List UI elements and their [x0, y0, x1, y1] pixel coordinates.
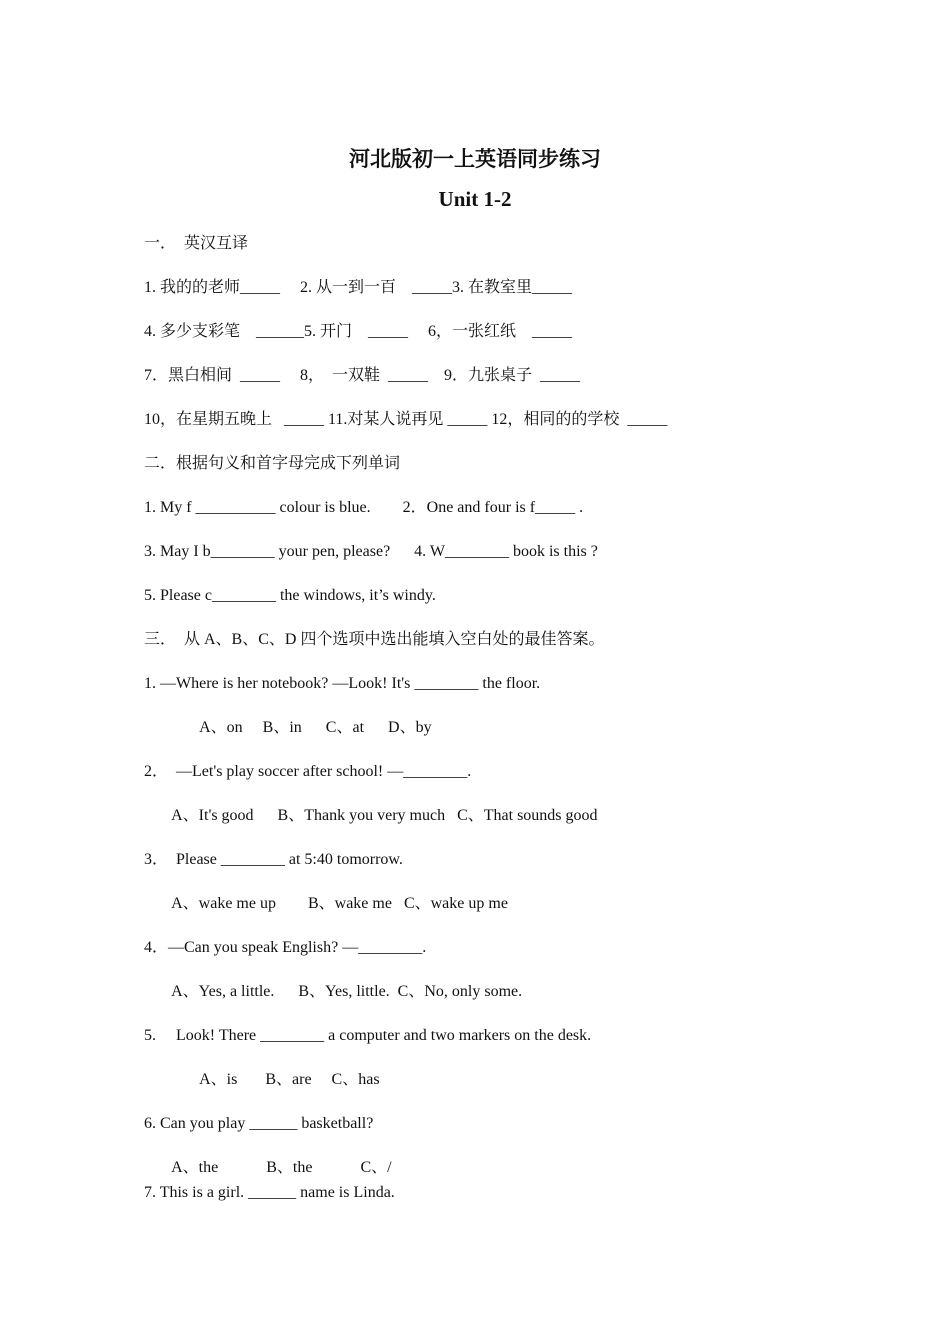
question-1: 1. —Where is her notebook? —Look! It's ________ the floor.: [144, 675, 541, 692]
section1-line: 4. 多少支彩笔 ______5. 开门 _____ 6，一张红纸 _____: [144, 323, 573, 340]
question-4-options: A、Yes, a little. B、Yes, little. C、No, only some.: [144, 983, 523, 1000]
page-subtitle: Unit 1-2: [438, 187, 512, 211]
section2-line: 1. My f __________ colour is blue. 2．One and four is f_____ .: [144, 499, 584, 516]
question-6-options: A、the B、the C、/: [144, 1159, 392, 1176]
section1-line: 7．黑白相间 _____ 8， 一双鞋 _____ 9．九张桌子 _____: [144, 367, 581, 384]
section2-line: 3. May I b________ your pen, please? 4. W________ book is this ?: [144, 543, 598, 560]
section3-heading: 三． 从 A、B、C、D 四个选项中选出能填入空白处的最佳答案。: [144, 631, 605, 648]
question-2-options: A、It's good B、Thank you very much C、That sounds good: [144, 807, 598, 824]
section2-line: 5. Please c________ the windows, it’s windy.: [144, 587, 436, 604]
question-7: 7. This is a girl. ______ name is Linda.: [144, 1184, 395, 1201]
question-6: 6. Can you play ______ basketball?: [144, 1115, 374, 1132]
question-1-options: A、on B、in C、at D、by: [144, 719, 432, 736]
question-4: 4．—Can you speak English? —________.: [144, 939, 427, 956]
question-5-options: A、is B、are C、has: [144, 1071, 380, 1088]
question-2: 2． —Let's play soccer after school! —________.: [144, 763, 472, 780]
question-5: 5. Look! There ________ a computer and two markers on the desk.: [144, 1027, 592, 1044]
section1-heading: 一． 英汉互译: [144, 235, 249, 252]
question-3: 3． Please ________ at 5:40 tomorrow.: [144, 851, 403, 868]
section1-line: 1. 我的的老师_____ 2. 从一到一百 _____3. 在教室里_____: [144, 279, 573, 296]
question-3-options: A、wake me up B、wake me C、wake up me: [144, 895, 508, 912]
section1-line: 10，在星期五晚上 _____ 11.对某人说再见 _____ 12，相同的的学校 _____: [144, 411, 668, 428]
section2-heading: 二．根据句义和首字母完成下列单词: [144, 455, 401, 472]
page-title: 河北版初一上英语同步练习: [349, 147, 601, 171]
